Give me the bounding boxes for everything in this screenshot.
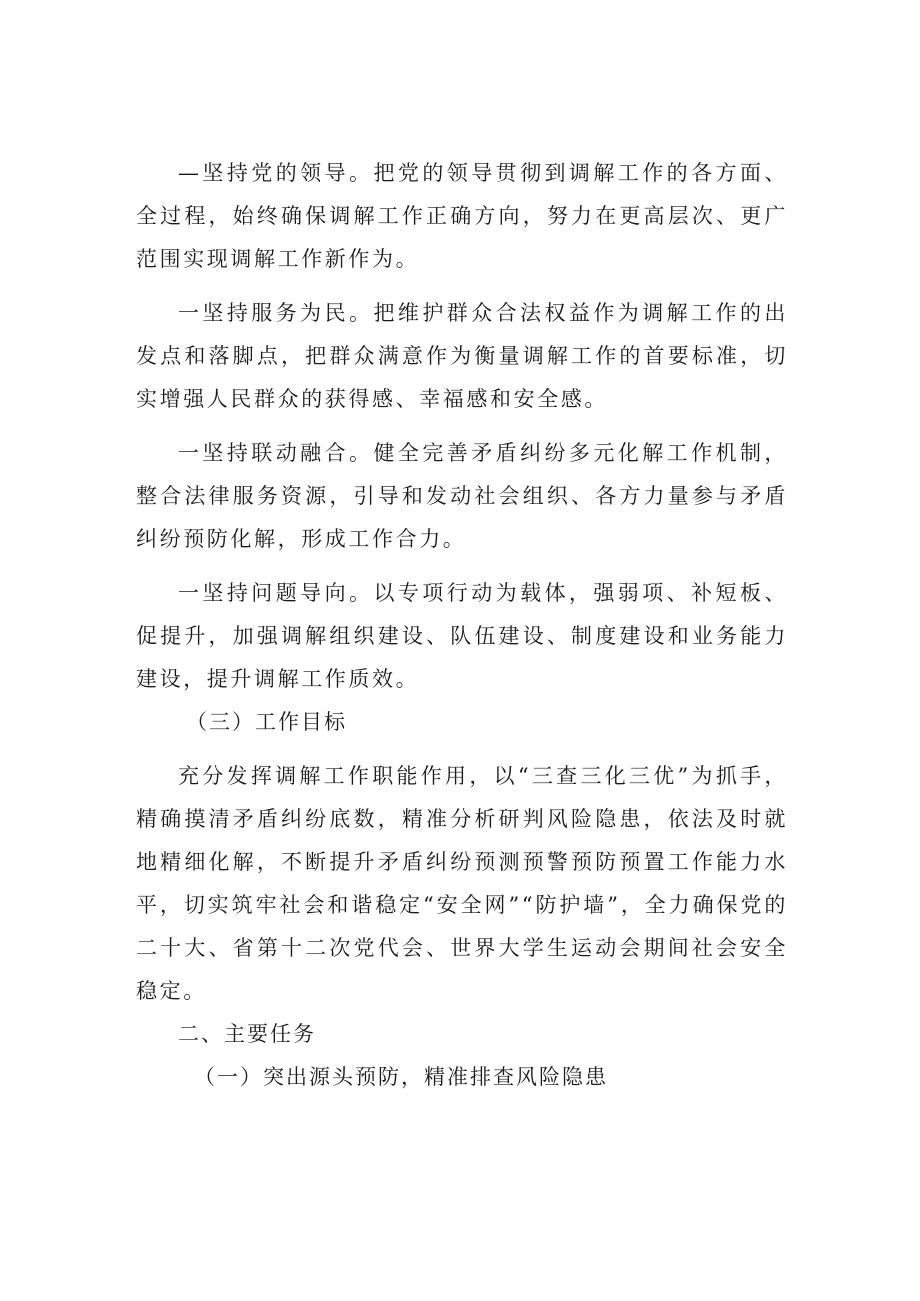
paragraph-problem-oriented: 一坚持问题导向。以专项行动为载体，强弱项、补短板、促提升，加强调解组织建设、队伍建设、制度建设和业务能力建设，提升调解工作质效。	[136, 581, 788, 691]
heading-source-prevention: （一）突出源头预防，精准排查风险隐患	[194, 1065, 608, 1089]
heading-work-goals: （三）工作目标	[186, 710, 347, 734]
paragraph-party-leadership: —坚持党的领导。把党的领导贯彻到调解工作的各方面、全过程，始终确保调解工作正确方向，努力在更高层次、更广范围实现调解工作新作为。	[136, 161, 788, 271]
document-body	[136, 152, 788, 1099]
heading-main-tasks: 二、主要任务	[178, 1022, 316, 1046]
paragraph-linkage-integration: 一坚持联动融合。健全完善矛盾纠纷多元化解工作机制，整合法律服务资源，引导和发动社会组织、各方力量参与矛盾纠纷预防化解，形成工作合力。	[136, 441, 788, 551]
paragraph-work-goals: 充分发挥调解工作职能作用，以“三查三化三优”为抓手，精确摸清矛盾纠纷底数，精准分析研判风险隐患，依法及时就地精细化解，不断提升矛盾纠纷预测预警预防预置工作能力水平，切实筑牢社会和谐稳定“安全网”“防护墙”，全力确保党的二十大、省第十二次党代会、世界大学生运动会期间社会安全稳定。	[136, 764, 788, 1003]
paragraph-serve-people: 一坚持服务为民。把维护群众合法权益作为调解工作的出发点和落脚点，把群众满意作为衡量调解工作的首要标准，切实增强人民群众的获得感、幸福感和安全感。	[136, 301, 788, 411]
